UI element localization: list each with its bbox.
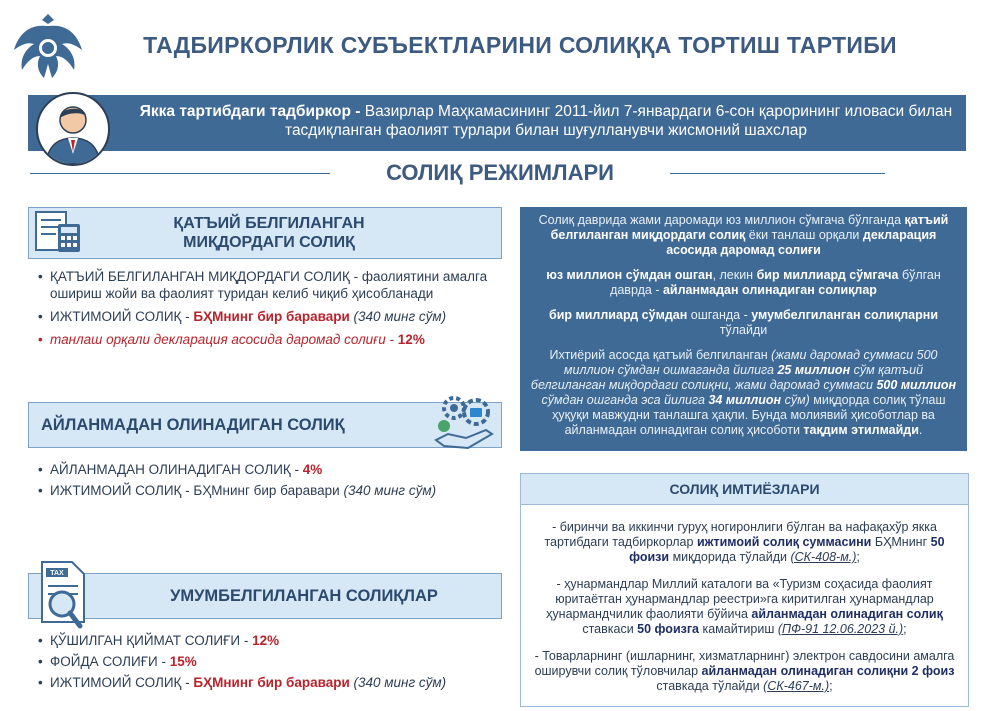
list-item: • ҚАТЪИЙ БЕЛГИЛАНГАН МИҚДОРДАГИ СОЛИҚ - фаолиятини амалга ошириш жойи ва фаолият туридан келиб чиқиб ҳисобланади bbox=[36, 268, 496, 302]
exemption-item: - биринчи ва иккинчи гуруҳ ногиронлиги бўлган ва нафақахўр якка тартибдаги тадбиркорлар ижтимоий солиқ суммасини БҲМнинг 50 фоизи миқдорида тўлайди (СК-408-м.); bbox=[544, 520, 945, 564]
decree-link[interactable]: (СК-467-м.) bbox=[763, 679, 830, 693]
card2-title: АЙЛАНМАДАН ОЛИНАДИГАН СОЛИҚ bbox=[41, 416, 345, 434]
businessman-avatar-icon bbox=[36, 92, 110, 166]
exemption-item: - Товарларнинг (ишларнинг, хизматларнинг) электрон савдосини амалга оширувчи солиқ тўловчилар айланмадан олинадиган солиқни 2 фоиз ставкада тўлайди (СК-467-м.); bbox=[534, 649, 955, 693]
exemptions-title: СОЛИҚ ИМТИЁЗЛАРИ bbox=[521, 474, 968, 505]
info-paragraph: Солиқ даврида жами даромади юз миллион сўмгача бўлганда қатъий белгиланган миқдордаги солиқ ёки танлаш орқали декларация асосида даромад солиғи bbox=[538, 213, 949, 257]
definition-banner bbox=[28, 95, 966, 151]
definition-term: Якка тартибдаги тадбиркор - bbox=[139, 103, 361, 120]
tax-document-icon bbox=[32, 556, 96, 630]
card2-header bbox=[28, 402, 502, 448]
calculator-document-icon bbox=[34, 208, 84, 254]
info-paragraph: бир миллиард сўмдан ошганда - умумбелгиланган солиқларни тўлайди bbox=[548, 308, 939, 337]
tax-icon-label: TAX bbox=[50, 570, 64, 577]
list-item: • ҚЎШИЛГАН ҚИЙМАТ СОЛИҒИ - 12% bbox=[36, 632, 496, 649]
card3-title: УМУМБЕЛГИЛАНГАН СОЛИҚЛАР bbox=[170, 587, 438, 605]
decree-link[interactable]: (СК-408-м.) bbox=[790, 550, 857, 564]
gears-hand-icon bbox=[432, 392, 498, 454]
card3-header bbox=[28, 573, 502, 619]
exemption-item: - ҳунармандлар Миллий каталоги ва «Туризм соҳасида фаолият юритаётган ҳунармандлар реестри»га киритилган ҳунармандлар ҳунармандчилик фаолияти бўйича айланмадан олинадиган солиқ ставкаси 50 фоизга камайтириш (ПФ-91 12.06.2023 й.); bbox=[546, 577, 943, 636]
card3-list bbox=[36, 632, 496, 695]
definition-text: Вазирлар Маҳкамасининг 2011-йил 7-январдаги 6-сон қарорининг иловаси билан тасдиқланган фаолият турлари билан шуғулланувчи жисмоний шахслар bbox=[285, 103, 953, 139]
regime-info-panel bbox=[520, 207, 967, 451]
decree-link[interactable]: (ПФ-91 12.06.2023 й.) bbox=[777, 622, 904, 636]
tax-exemptions-panel bbox=[520, 473, 969, 707]
list-item: • АЙЛАНМАДАН ОЛИНАДИГАН СОЛИҚ - 4% bbox=[36, 461, 496, 478]
card1-title-line2: МИҚДОРДАГИ СОЛИҚ bbox=[183, 234, 355, 251]
card1-title-line1: ҚАТЪИЙ БЕЛГИЛАНГАН bbox=[173, 215, 365, 232]
section-header bbox=[0, 158, 1000, 188]
card1-header bbox=[28, 207, 502, 259]
list-item: • ФОЙДА СОЛИҒИ - 15% bbox=[36, 653, 496, 670]
section-title: СОЛИҚ РЕЖИМЛАРИ bbox=[386, 160, 614, 185]
list-item: • танлаш орқали декларация асосида даромад солиғи - 12% bbox=[36, 331, 496, 348]
page-title: ТАДБИРКОРЛИК СУБЪЕКТЛАРИНИ СОЛИҚҚА ТОРТИШ ТАРТИБИ bbox=[143, 32, 897, 58]
list-item: • ИЖТИМОИЙ СОЛИҚ - БҲМнинг бир баравари (340 минг сўм) bbox=[36, 482, 496, 499]
list-item: • ИЖТИМОИЙ СОЛИҚ - БҲМнинг бир баравари (340 минг сўм) bbox=[36, 674, 496, 691]
info-paragraph: юз миллион сўмдан ошган, лекин бир миллиард сўмгача бўлган даврда - айланмадан олинадиган солиқлар bbox=[546, 268, 941, 297]
info-paragraph: Ихтиёрий асосда қатъий белгиланган (жами даромад суммаси 500 миллион сўмдан ошмаганда йилига 25 миллион сўм қатъий белгиланган миқдордаги солиқни, жами даромад суммаси 500 миллион сўмдан ошганда эса йилига 34 миллион сўм) миқдорда солиқ тўлаш ҳуқуқи мавжудни танлашга ҳақли. Бунда молиявий ҳисоботлар ва айланмадан олинадиган солиқ ҳисоботи тақдим этилмайди. bbox=[530, 348, 957, 437]
list-item: • ИЖТИМОИЙ СОЛИҚ - БҲМнинг бир баравари (340 минг сўм) bbox=[36, 308, 496, 325]
card1-list bbox=[36, 268, 496, 352]
card2-list bbox=[36, 461, 496, 503]
